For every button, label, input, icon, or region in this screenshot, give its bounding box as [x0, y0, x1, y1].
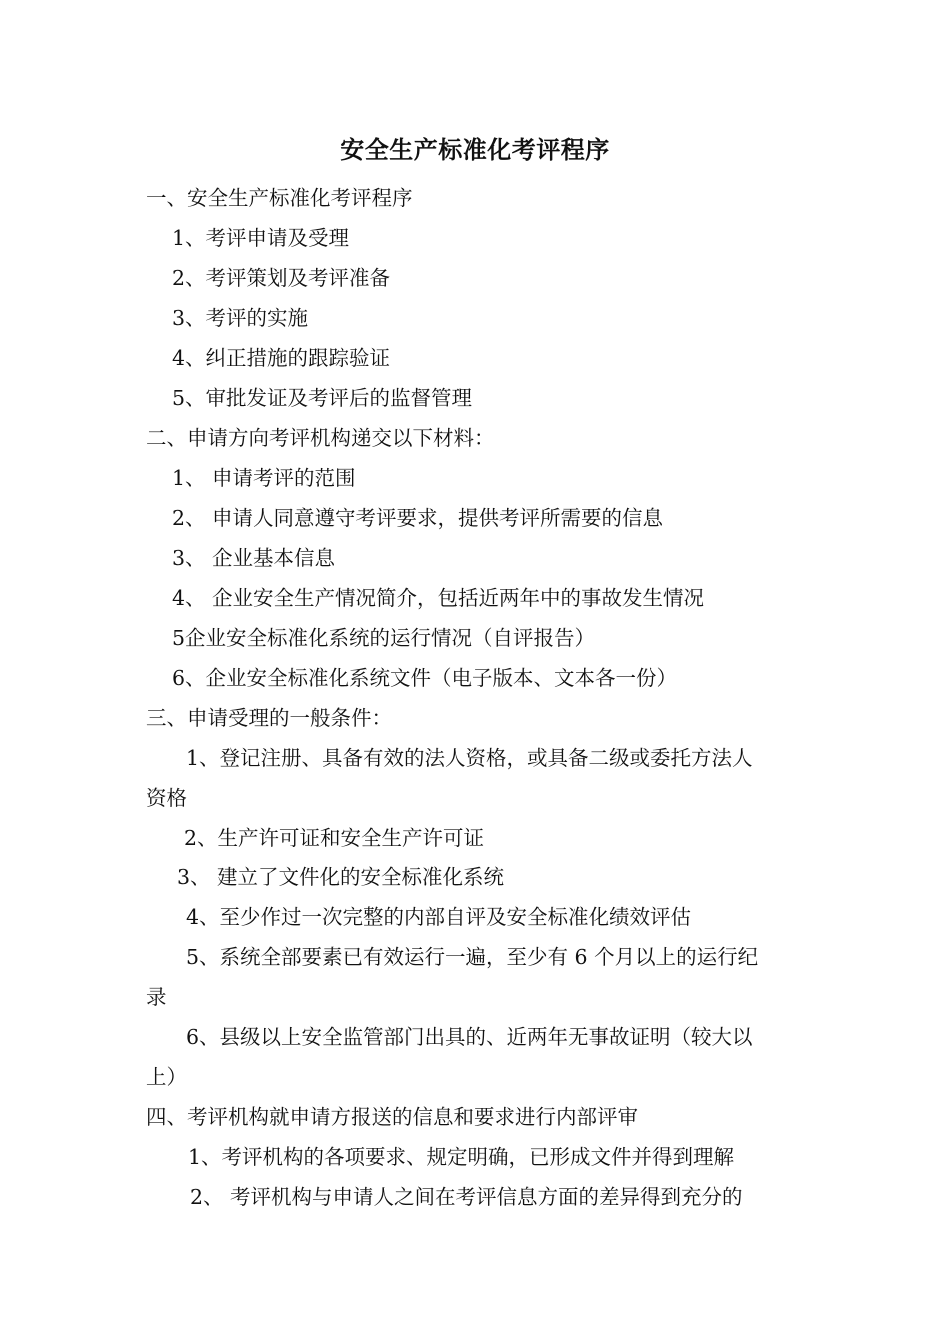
list-item-continuation: 资格: [146, 786, 187, 810]
list-item: 1、考评机构的各项要求、规定明确，已形成文件并得到理解: [188, 1145, 735, 1169]
document-title: 安全生产标准化考评程序: [340, 135, 610, 164]
list-item: 2、 考评机构与申请人之间在考评信息方面的差异得到充分的: [190, 1185, 743, 1209]
list-item: 2、生产许可证和安全生产许可证: [184, 826, 485, 850]
list-item: 6、企业安全标准化系统文件（电子版本、文本各一份）: [172, 666, 678, 690]
list-item: 1、登记注册、具备有效的法人资格，或具备二级或委托方法人: [186, 746, 753, 770]
list-item-continuation: 录: [146, 985, 167, 1009]
section-heading-1: 一、安全生产标准化考评程序: [146, 186, 413, 210]
list-item: 3、考评的实施: [172, 306, 309, 330]
list-item: 4、纠正措施的跟踪验证: [172, 346, 391, 370]
list-item: 3、 企业基本信息: [172, 546, 336, 570]
list-item: 2、考评策划及考评准备: [172, 266, 391, 290]
list-item: 5企业安全标准化系统的运行情况（自评报告）: [172, 626, 596, 650]
list-item: 3、 建立了文件化的安全标准化系统: [177, 865, 505, 889]
list-item: 5、审批发证及考评后的监督管理: [172, 386, 473, 410]
list-item: 1、 申请考评的范围: [172, 466, 356, 490]
section-heading-2: 二、申请方向考评机构递交以下材料：: [146, 426, 495, 450]
list-item: 4、至少作过一次完整的内部自评及安全标准化绩效评估: [186, 905, 692, 929]
section-heading-4: 四、考评机构就申请方报送的信息和要求进行内部评审: [146, 1105, 638, 1129]
list-item: 5、系统全部要素已有效运行一遍，至少有 6 个月以上的运行纪: [186, 945, 759, 969]
section-heading-3: 三、申请受理的一般条件：: [146, 706, 392, 730]
list-item: 4、 企业安全生产情况简介，包括近两年中的事故发生情况: [172, 586, 705, 610]
list-item: 2、 申请人同意遵守考评要求，提供考评所需要的信息: [172, 506, 664, 530]
list-item-continuation: 上）: [146, 1065, 187, 1089]
list-item: 1、考评申请及受理: [172, 226, 350, 250]
list-item: 6、县级以上安全监管部门出具的、近两年无事故证明（较大以: [186, 1025, 753, 1049]
